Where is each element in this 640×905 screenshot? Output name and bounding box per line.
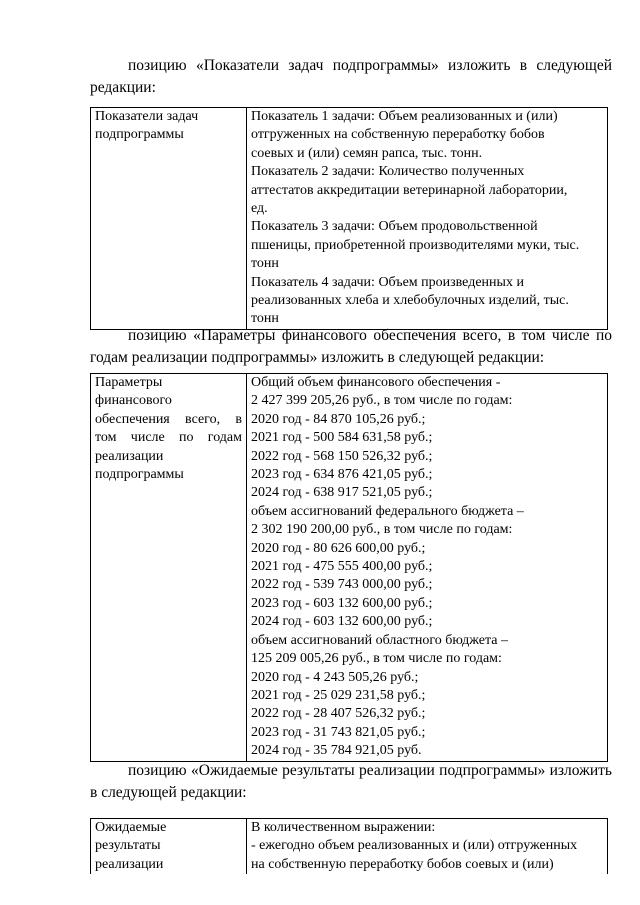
cell-line: тонн — [251, 256, 279, 272]
cell-line: 125 209 005,26 руб., в том числе по годам: — [251, 651, 502, 667]
cell-line: Общий объем финансового обеспечения - — [251, 375, 501, 390]
cell-line: 2022 год - 568 150 526,32 руб.; — [251, 448, 433, 464]
results-value-cell — [247, 819, 608, 875]
paragraph-line: позицию «Ожидаемые результаты реализации подпрограммы» изложить — [128, 762, 612, 779]
cell-line: 2022 год - 28 407 526,32 руб.; — [251, 706, 426, 722]
cell-line: отгруженных на собственную переработку бобов — [251, 127, 545, 143]
cell-line: подпрограммы — [95, 467, 184, 483]
cell-line: результаты — [95, 838, 161, 854]
cell-line: аттестатов аккредитации ветеринарной лаборатории, — [251, 182, 568, 198]
financing-label-cell — [91, 374, 247, 762]
cell-line: 2 427 399 205,26 руб., в том числе по годам: — [251, 393, 513, 409]
results-table — [90, 818, 608, 874]
cell-line: Показатель 3 задачи: Объем продовольственной — [251, 219, 538, 235]
cell-line: реализованных хлеба и хлебобулочных изделий, тыс. — [251, 293, 569, 309]
cell-line: Показатель 2 задачи: Количество полученных — [251, 164, 525, 180]
paragraph-line: редакции: — [90, 79, 156, 96]
cell-line: обеспечения всего, в — [95, 411, 242, 427]
cell-line: 2020 год - 84 870 105,26 руб.; — [251, 411, 426, 427]
cell-line: 2 302 190 200,00 руб., в том числе по годам: — [251, 522, 513, 538]
cell-line: 2023 год - 603 132 600,00 руб.; — [251, 595, 433, 611]
paragraph-financing-intro — [90, 325, 612, 369]
cell-line: пшеницы, приобретенной производителями муки, тыс. — [251, 237, 580, 253]
indicators-table — [90, 107, 608, 330]
cell-line: объем ассигнований областного бюджета – — [251, 632, 508, 648]
cell-line: 2021 год - 475 555 400,00 руб.; — [251, 559, 433, 575]
cell-line: тонн — [251, 311, 279, 327]
cell-line: том числе по годам — [95, 430, 242, 446]
cell-line: Показатели задач — [95, 109, 199, 124]
cell-line: Параметры — [95, 375, 163, 390]
paragraph-line: в следующей редакции: — [90, 784, 247, 801]
cell-line: 2023 год - 634 876 421,05 руб.; — [251, 467, 433, 483]
cell-line: - ежегодно объем реализованных и (или) отгруженных — [251, 838, 578, 854]
cell-line: Ожидаемые — [95, 820, 167, 835]
cell-line: финансового — [95, 393, 172, 409]
cell-line: 2023 год - 31 743 821,05 руб.; — [251, 724, 426, 740]
cell-line: 2022 год - 539 743 000,00 руб.; — [251, 577, 433, 593]
table-row — [91, 108, 608, 330]
cell-line: 2020 год - 80 626 600,00 руб.; — [251, 540, 426, 556]
table-row — [91, 374, 608, 762]
financing-table — [90, 373, 608, 762]
cell-line: на собственную переработку бобов соевых и (или) — [251, 856, 554, 872]
cell-line: В количественном выражении: — [251, 820, 436, 835]
paragraph-line: позицию «Показатели задач подпрограммы» изложить в следующей — [128, 57, 612, 74]
indicators-value-cell — [247, 108, 608, 330]
cell-line: ед. — [251, 201, 268, 217]
financing-value-cell — [247, 374, 608, 762]
cell-line: 2024 год - 638 917 521,05 руб.; — [251, 485, 433, 501]
results-label-cell — [91, 819, 247, 875]
paragraph-results-intro — [90, 760, 612, 804]
cell-line: 2020 год - 4 243 505,26 руб.; — [251, 669, 419, 685]
cell-line: реализации — [95, 856, 164, 872]
cell-line: Показатель 4 задачи: Объем произведенных и — [251, 274, 524, 290]
cell-line: 2024 год - 35 784 921,05 руб. — [251, 743, 422, 759]
cell-line: объем ассигнований федерального бюджета – — [251, 503, 524, 519]
cell-line: 2021 год - 25 029 231,58 руб.; — [251, 687, 426, 703]
paragraph-indicators-intro — [90, 55, 612, 99]
cell-line: подпрограммы — [95, 127, 184, 143]
table-row — [91, 819, 608, 875]
cell-line: 2024 год - 603 132 600,00 руб.; — [251, 614, 433, 630]
paragraph-line: годам реализации подпрограммы» изложить в следующей редакции: — [90, 349, 545, 366]
cell-line: Показатель 1 задачи: Объем реализованных и (или) — [251, 109, 558, 124]
cell-line: соевых и (или) семян рапса, тыс. тонн. — [251, 145, 483, 161]
cell-line: реализации — [95, 448, 164, 464]
indicators-label-cell — [91, 108, 247, 330]
cell-line: 2021 год - 500 584 631,58 руб.; — [251, 430, 433, 446]
paragraph-line: позицию «Параметры финансового обеспечения всего, в том числе по — [128, 327, 612, 344]
